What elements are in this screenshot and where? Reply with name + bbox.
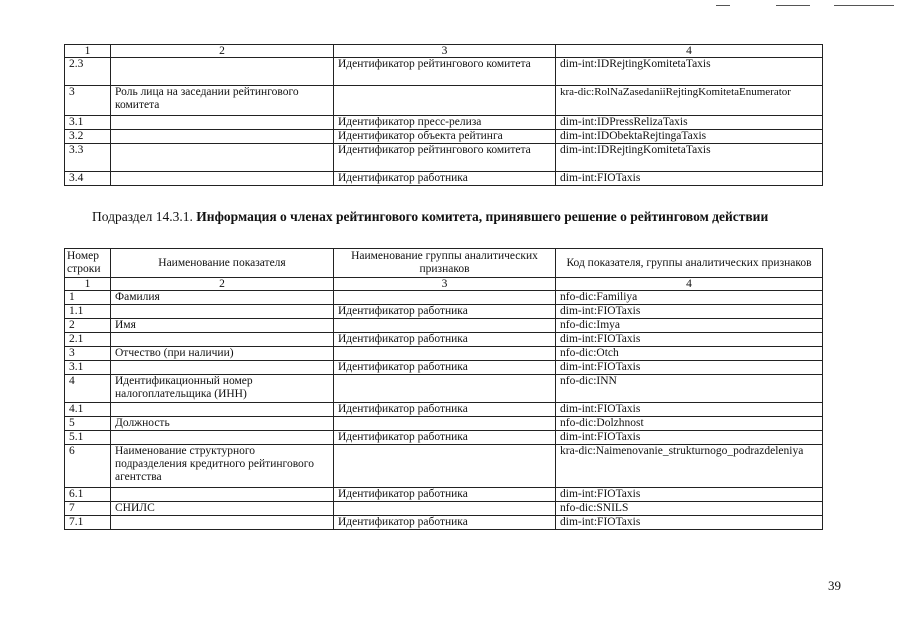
row-number: 3.3 [65, 144, 111, 172]
code: kra-dic:Naimenovanie_strukturnogo_podrazdeleniya [556, 445, 823, 488]
continuation-table [64, 44, 823, 186]
column-number: 3 [334, 45, 556, 58]
indicator-name: Идентификационный номер налогоплательщика (ИНН) [111, 375, 334, 403]
table-row [65, 516, 823, 530]
column-number: 1 [65, 278, 111, 291]
code: dim-int:IDRejtingKomitetaTaxis [556, 144, 823, 172]
code: dim-int:IDRejtingKomitetaTaxis [556, 58, 823, 86]
table-row [65, 445, 823, 488]
table-row [65, 319, 823, 333]
group-name [334, 417, 556, 431]
indicator-name: Отчество (при наличии) [111, 347, 334, 361]
group-name [334, 347, 556, 361]
group-name: Идентификатор работника [334, 305, 556, 319]
indicator-name: Должность [111, 417, 334, 431]
code: nfo-dic:INN [556, 375, 823, 403]
table-row [65, 417, 823, 431]
column-header: Наименование показателя [111, 249, 334, 278]
row-number: 2.3 [65, 58, 111, 86]
indicator-name [111, 431, 334, 445]
column-number-row [65, 45, 823, 58]
column-number: 1 [65, 45, 111, 58]
header-row [65, 249, 823, 278]
table-row [65, 333, 823, 347]
column-number: 4 [556, 45, 823, 58]
row-number: 5 [65, 417, 111, 431]
row-number: 2.1 [65, 333, 111, 347]
indicator-name [111, 144, 334, 172]
row-number: 3 [65, 347, 111, 361]
table-row [65, 431, 823, 445]
row-number: 5.1 [65, 431, 111, 445]
row-number: 3.4 [65, 172, 111, 186]
row-number: 4.1 [65, 403, 111, 417]
subsection-number: Подраздел 14.3.1. [92, 209, 193, 224]
code: dim-int:FIOTaxis [556, 361, 823, 375]
subsection-title: Информация о членах рейтингового комитета, принявшего решение о рейтинговом действии [196, 209, 769, 224]
table-row [65, 172, 823, 186]
table-row [65, 375, 823, 403]
group-name [334, 319, 556, 333]
group-name [334, 502, 556, 516]
indicator-name [111, 488, 334, 502]
subsection-heading [92, 209, 824, 224]
indicator-name [111, 58, 334, 86]
indicator-name [111, 403, 334, 417]
table-row [65, 144, 823, 172]
indicator-name [111, 130, 334, 144]
scan-top-marks [0, 0, 905, 12]
group-name: Идентификатор работника [334, 172, 556, 186]
table-row [65, 502, 823, 516]
code: nfo-dic:Familiya [556, 291, 823, 305]
indicator-name [111, 116, 334, 130]
code: dim-int:IDPressRelizaTaxis [556, 116, 823, 130]
table-row [65, 130, 823, 144]
page-number: 39 [828, 578, 841, 593]
table-row [65, 361, 823, 375]
group-name: Идентификатор рейтингового комитета [334, 144, 556, 172]
row-number: 7.1 [65, 516, 111, 530]
code: dim-int:FIOTaxis [556, 305, 823, 319]
members-table [64, 248, 823, 530]
code: kra-dic:RolNaZasedaniiRejtingKomitetaEnumerator [556, 86, 823, 116]
column-number-row [65, 278, 823, 291]
group-name [334, 291, 556, 305]
group-name [334, 375, 556, 403]
column-header: Код показателя, группы аналитических признаков [556, 249, 823, 278]
group-name [334, 86, 556, 116]
group-name: Идентификатор рейтингового комитета [334, 58, 556, 86]
table-row [65, 305, 823, 319]
row-number: 7 [65, 502, 111, 516]
code: nfo-dic:SNILS [556, 502, 823, 516]
row-number: 3 [65, 86, 111, 116]
code: nfo-dic:Dolzhnost [556, 417, 823, 431]
group-name: Идентификатор работника [334, 403, 556, 417]
row-number: 6 [65, 445, 111, 488]
table-row [65, 58, 823, 86]
column-number: 2 [111, 278, 334, 291]
group-name: Идентификатор работника [334, 361, 556, 375]
code: dim-int:IDObektaRejtingaTaxis [556, 130, 823, 144]
group-name [334, 445, 556, 488]
column-header: Наименование группы аналитических признаков [334, 249, 556, 278]
group-name: Идентификатор работника [334, 488, 556, 502]
code: dim-int:FIOTaxis [556, 488, 823, 502]
row-number: 6.1 [65, 488, 111, 502]
column-header: Номер строки [65, 249, 111, 278]
indicator-name [111, 516, 334, 530]
table-row [65, 488, 823, 502]
indicator-name [111, 172, 334, 186]
indicator-name: Фамилия [111, 291, 334, 305]
row-number: 1.1 [65, 305, 111, 319]
code: dim-int:FIOTaxis [556, 172, 823, 186]
indicator-name [111, 305, 334, 319]
group-name: Идентификатор работника [334, 516, 556, 530]
code: dim-int:FIOTaxis [556, 333, 823, 347]
code: nfo-dic:Otch [556, 347, 823, 361]
code: dim-int:FIOTaxis [556, 403, 823, 417]
column-number: 2 [111, 45, 334, 58]
table-row [65, 86, 823, 116]
code: nfo-dic:Imya [556, 319, 823, 333]
table-row [65, 403, 823, 417]
indicator-name: Имя [111, 319, 334, 333]
group-name: Идентификатор пресс-релиза [334, 116, 556, 130]
indicator-name: Наименование структурного подразделения кредитного рейтингового агентства [111, 445, 334, 488]
row-number: 1 [65, 291, 111, 305]
group-name: Идентификатор объекта рейтинга [334, 130, 556, 144]
code: dim-int:FIOTaxis [556, 431, 823, 445]
column-number: 3 [334, 278, 556, 291]
row-number: 2 [65, 319, 111, 333]
row-number: 3.2 [65, 130, 111, 144]
indicator-name: СНИЛС [111, 502, 334, 516]
table-row [65, 291, 823, 305]
indicator-name: Роль лица на заседании рейтингового комитета [111, 86, 334, 116]
code: dim-int:FIOTaxis [556, 516, 823, 530]
indicator-name [111, 333, 334, 347]
table-row [65, 116, 823, 130]
column-number: 4 [556, 278, 823, 291]
group-name: Идентификатор работника [334, 431, 556, 445]
row-number: 4 [65, 375, 111, 403]
row-number: 3.1 [65, 361, 111, 375]
table-row [65, 347, 823, 361]
row-number: 3.1 [65, 116, 111, 130]
indicator-name [111, 361, 334, 375]
group-name: Идентификатор работника [334, 333, 556, 347]
